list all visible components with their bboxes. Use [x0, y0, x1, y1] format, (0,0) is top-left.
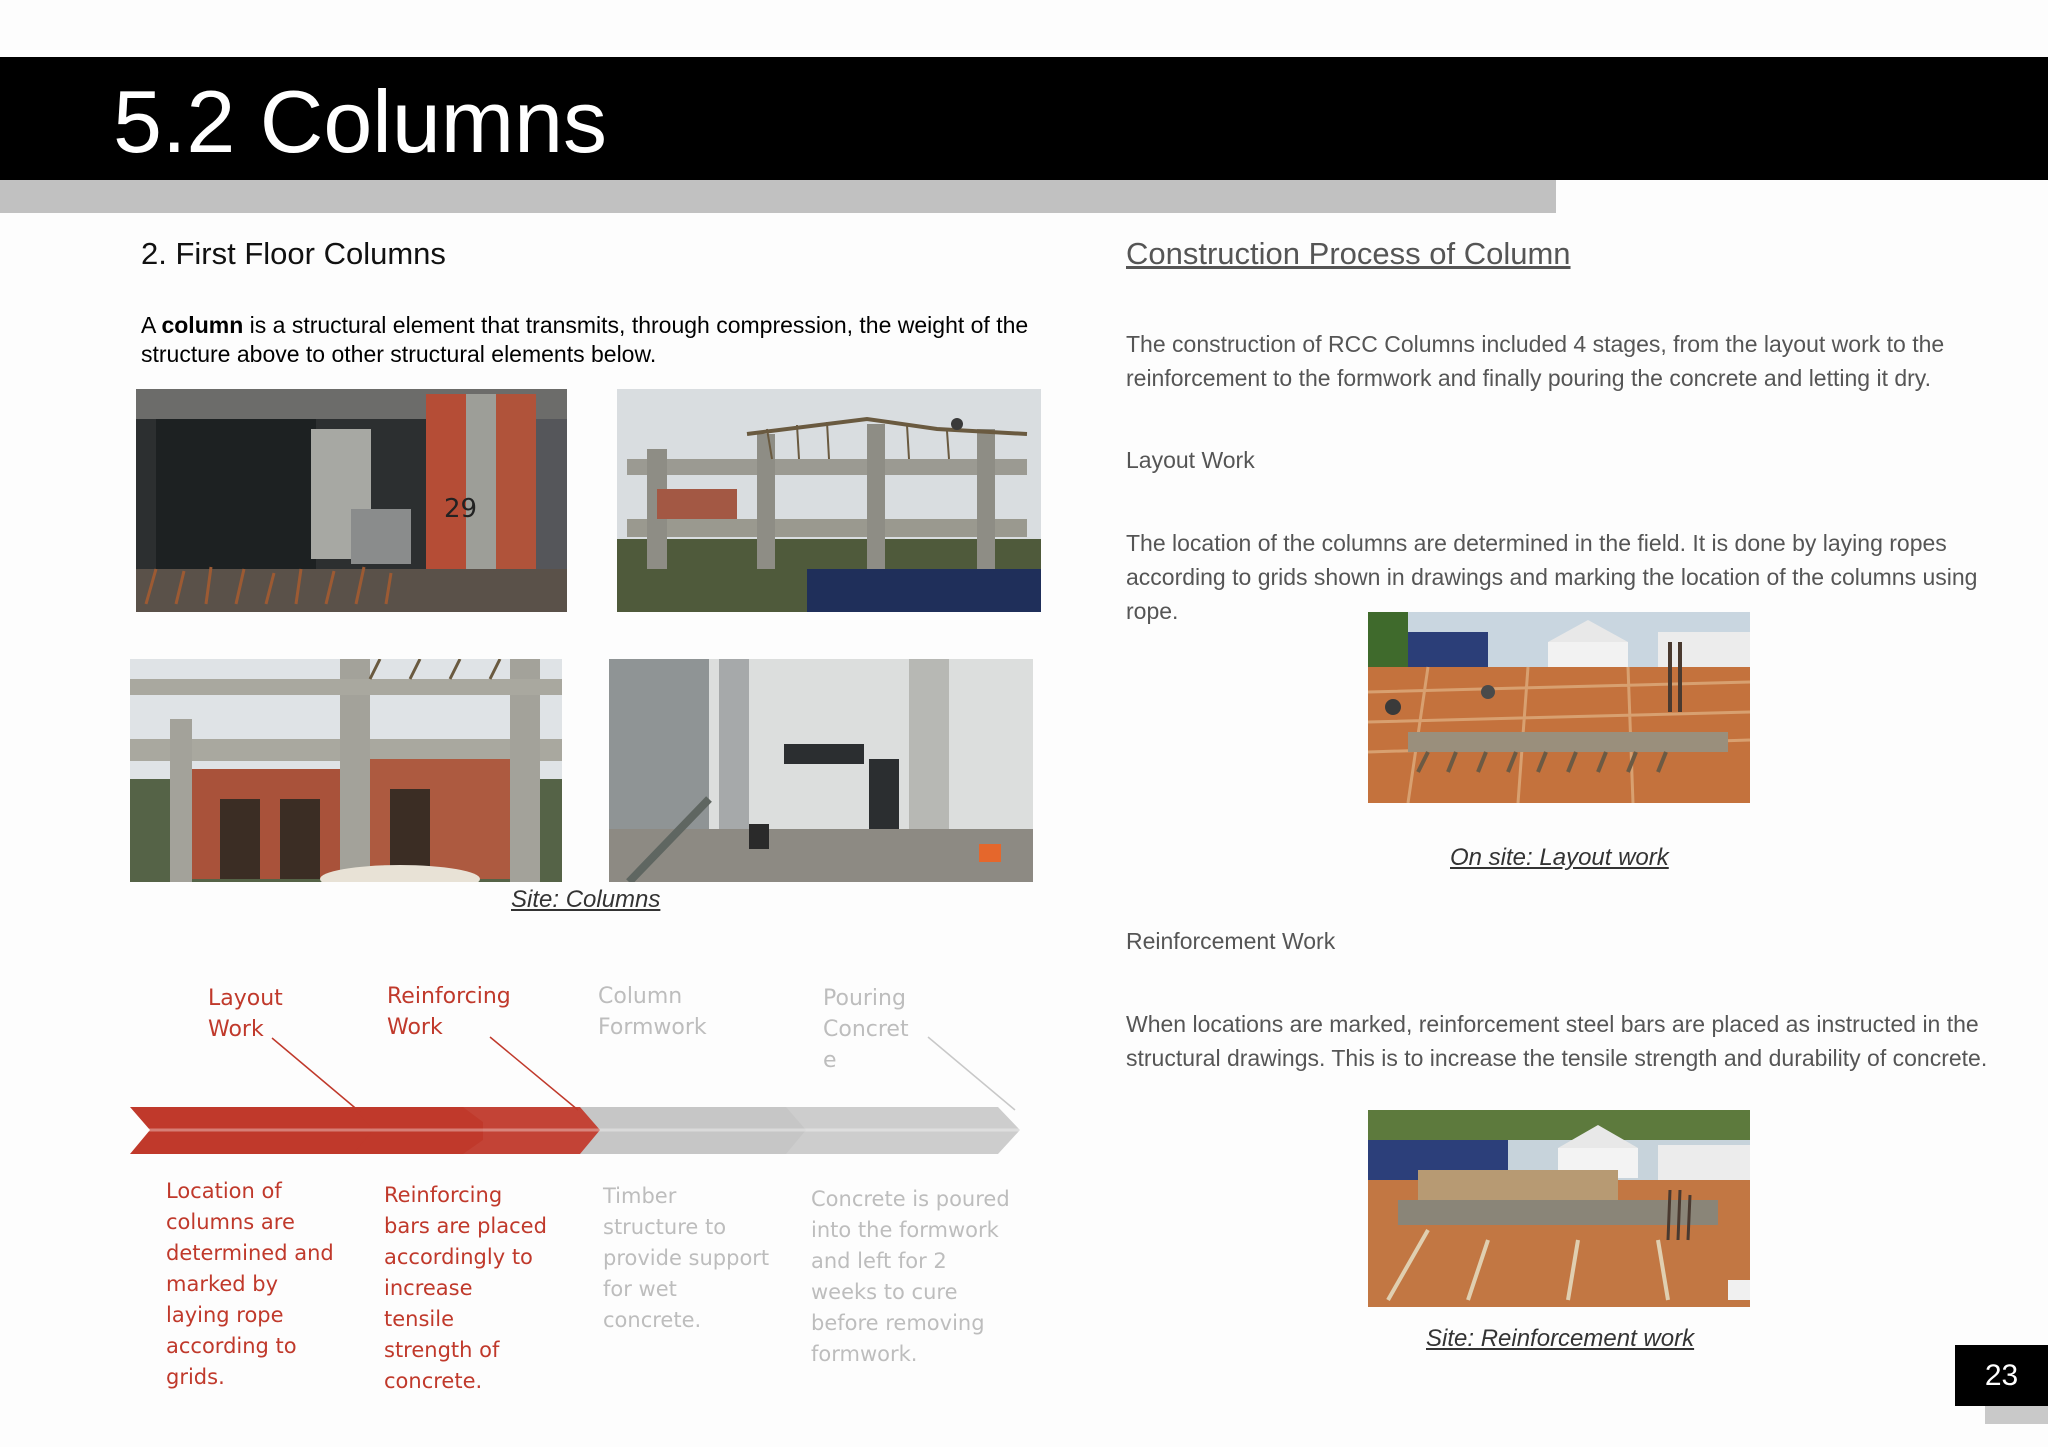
stage-desc-pouring: Concrete is poured into the formwork and left for 2 weeks to cure before removing formwork. [811, 1187, 1010, 1366]
stage-label-pouring: Pouring Concrete [823, 986, 909, 1073]
intro-bold-term: column [161, 312, 244, 338]
stage-desc-layout: Location of columns are determined and marked by laying rope according to grids. [166, 1179, 334, 1389]
construction-intro: The construction of RCC Columns included 4 stages, from the layout work to the reinforcement to the formwork and finally pouring the concrete and letting it dry. [1126, 331, 1945, 391]
reinforcement-work-text: When locations are marked, reinforcement steel bars are placed as instructed in the structural drawings. This is to increase the tensile strength and durability of concrete. [1126, 1011, 1988, 1071]
stage-label-reinforcing: Reinforcing Work [387, 984, 511, 1040]
intro-rest: is a structural element that transmits, through compression, the weight of the structure above to other structural elements below. [141, 312, 1029, 367]
intro-paragraph [141, 311, 1041, 369]
intro-prefix: A [141, 312, 162, 338]
photo-concrete-frame-exterior [617, 389, 1041, 612]
title-underline-bar [0, 180, 1556, 213]
photo-layout-work [1368, 612, 1750, 803]
photo-interior-brick-column [136, 389, 567, 612]
stage-label-layout: Layout Work [208, 986, 283, 1042]
stage-desc-reinforcing: Reinforcing bars are placed accordingly to increase tensile strength of concrete. [384, 1183, 547, 1393]
page-number: 23 [1955, 1345, 2048, 1406]
reinforcement-work-caption: Site: Reinforcement work [1426, 1325, 1695, 1352]
layout-work-caption: On site: Layout work [1450, 844, 1669, 871]
construction-process-heading: Construction Process of Column [1126, 236, 1571, 271]
timeline-connectors [260, 1030, 1060, 1130]
section-subtitle: 2. First Floor Columns [141, 236, 446, 271]
page-title: 5.2 Columns [113, 72, 608, 171]
page-number-shadow [1985, 1404, 2048, 1424]
svg-text:29: 29 [444, 494, 478, 524]
stage-desc-formwork: Timber structure to provide support for wet concrete. [603, 1184, 770, 1332]
stage-label-formwork: Column Formwork [598, 984, 707, 1040]
photo-completed-building-column [609, 659, 1033, 882]
layout-work-label: Layout Work [1126, 447, 1255, 473]
reinforcement-work-label: Reinforcement Work [1126, 928, 1336, 954]
layout-work-text: The location of the columns are determined in the field. It is done by laying ropes according to grids shown in drawings and marking the location of the columns using rope. [1126, 530, 1978, 624]
photos-caption: Site: Columns [511, 886, 661, 913]
photo-reinforcement-work [1368, 1110, 1750, 1307]
photo-columns-brick-infill [130, 659, 562, 882]
